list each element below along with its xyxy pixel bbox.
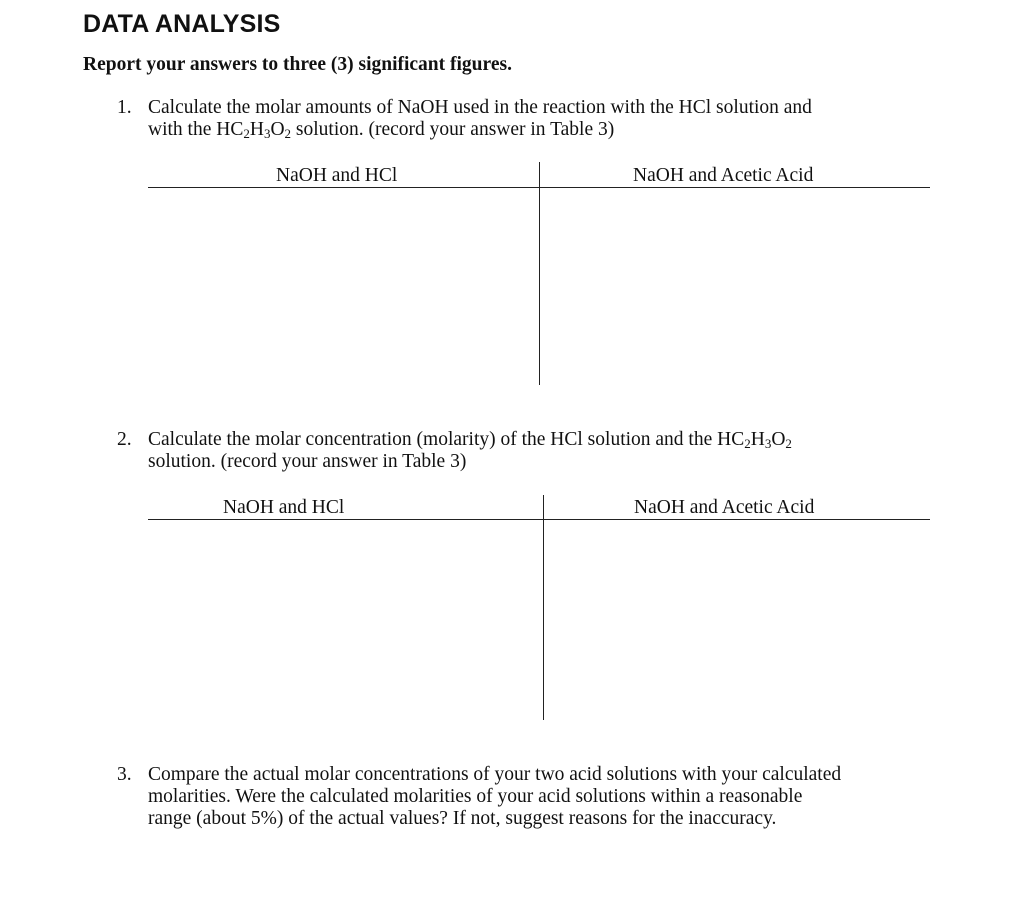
question-3-line-2: molarities. Were the calculated molarities of your acid solutions within a reasonable [148,786,803,807]
table-2-header-acetic: NaOH and Acetic Acid [634,497,815,518]
section-title: DATA ANALYSIS [83,10,281,38]
subscript: 2 [744,436,751,451]
table-1-header-acetic: NaOH and Acetic Acid [633,165,814,186]
table-1-divider [539,162,540,385]
subscript: 2 [284,126,292,141]
table-2-divider [543,495,544,720]
question-2-number: 2. [117,429,132,450]
question-3-number: 3. [117,764,132,785]
table-1-header-hcl: NaOH and HCl [276,165,398,186]
text: with the HC [148,119,244,140]
question-1-line-2 [148,119,948,141]
text: O [771,429,786,450]
question-2-line-2: solution. (record your answer in Table 3) [148,451,467,472]
text: solution. (record your answer in Table 3) [291,119,615,140]
instruction: Report your answers to three (3) significant figures. [83,54,512,75]
question-3-text [148,764,948,830]
subscript: 2 [785,436,792,451]
text: H [750,429,765,450]
question-2-text [148,429,948,473]
question-1-number: 1. [117,97,132,118]
text: O [270,119,285,140]
question-2-line-1 [148,429,948,451]
question-3-line-3: range (about 5%) of the actual values? If not, suggest reasons for the inaccuracy. [148,808,777,829]
subscript: 2 [243,126,250,141]
subscript: 3 [263,126,271,141]
table-2-header-rule [148,519,930,520]
subscript: 3 [764,436,772,451]
text: Calculate the molar concentration (molarity) of the HCl solution and the HC [148,429,745,450]
table-2-header-hcl: NaOH and HCl [223,497,345,518]
question-1-text [148,97,948,141]
question-3-line-1: Compare the actual molar concentrations of your two acid solutions with your calculated [148,764,842,785]
question-1-line-1: Calculate the molar amounts of NaOH used in the reaction with the HCl solution and [148,97,812,118]
text: H [249,119,264,140]
